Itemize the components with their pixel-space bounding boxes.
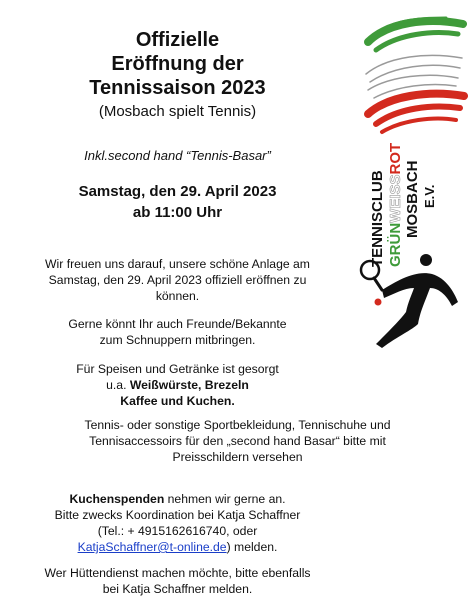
food-line-3: Kaffee und Kuchen.: [120, 394, 235, 408]
cake-line-3: (Tel.: + 4915162616740, oder: [97, 524, 258, 538]
second-hand-note: Inkl.second hand “Tennis-Basar”: [84, 148, 271, 163]
time-line: ab 11:00 Uhr: [132, 204, 223, 221]
food-line-2: [0, 377, 355, 393]
intro-paragraph: [0, 256, 355, 304]
club-name: [358, 12, 468, 367]
club-name-rot: ROT: [387, 142, 404, 175]
cake-line-4-rest: ) melden.: [226, 540, 278, 554]
food-items: Weißwürste, Brezeln: [129, 378, 249, 392]
club-name-line-1: TENNISCLUB: [369, 170, 386, 267]
basar-paragraph: [40, 417, 435, 465]
cake-donations: Kuchenspenden: [69, 492, 165, 506]
club-name-line-2: [387, 143, 404, 267]
cake-line-2: Bitte zwecks Koordination bei Katja Schaffner: [54, 508, 301, 522]
subtitle: (Mosbach spielt Tennis): [98, 103, 257, 120]
title-line-3: Tennissaison 2023: [89, 77, 266, 99]
club-name-line-4: E.V.: [422, 184, 437, 208]
page-title: [0, 28, 355, 100]
intro-line-2: Samstag, den 29. April 2023 offiziell eröffnen zu: [48, 273, 307, 287]
friends-line-2: zum Schnuppern mitbringen.: [99, 333, 256, 347]
event-date: [0, 181, 355, 223]
date-line: Samstag, den 29. April 2023: [78, 183, 277, 200]
basar-line-1: Tennis- oder sonstige Sportbekleidung, Tennischuhe und: [84, 418, 391, 432]
cake-line-1: [0, 491, 355, 507]
cake-paragraph: [0, 491, 355, 555]
intro-line-1: Wir freuen uns darauf, unsere schöne Anlage am: [45, 257, 310, 271]
hut-service-paragraph: [0, 565, 355, 597]
food-prefix: u.a.: [106, 378, 130, 392]
friends-paragraph: [0, 316, 355, 348]
hut-line-1: Wer Hüttendienst machen möchte, bitte ebenfalls: [44, 566, 311, 580]
intro-line-3: können.: [155, 289, 200, 303]
title-line-2: Eröffnung der: [111, 53, 244, 75]
cake-line-1-rest: nehmen wir gerne an.: [164, 492, 286, 506]
food-line-1: Für Speisen und Getränke ist gesorgt: [76, 362, 279, 376]
food-paragraph: [0, 361, 355, 409]
basar-line-3: Preisschildern versehen: [172, 450, 303, 464]
club-name-weiss: WEISS: [387, 174, 404, 223]
email-link[interactable]: KatjaSchaffner@t-online.de: [77, 540, 227, 554]
title-line-1: Offizielle: [135, 29, 220, 51]
basar-line-2: Tennisaccessoirs für den „second hand Basar“ bitte mit: [89, 434, 386, 448]
club-name-line-3: MOSBACH: [404, 160, 421, 238]
club-name-gruen: GRÜN: [387, 222, 404, 267]
hut-line-2: bei Katja Schaffner melden.: [102, 582, 253, 596]
cake-line-4: [0, 539, 355, 555]
friends-line-1: Gerne könnt Ihr auch Freunde/Bekannte: [68, 317, 287, 331]
